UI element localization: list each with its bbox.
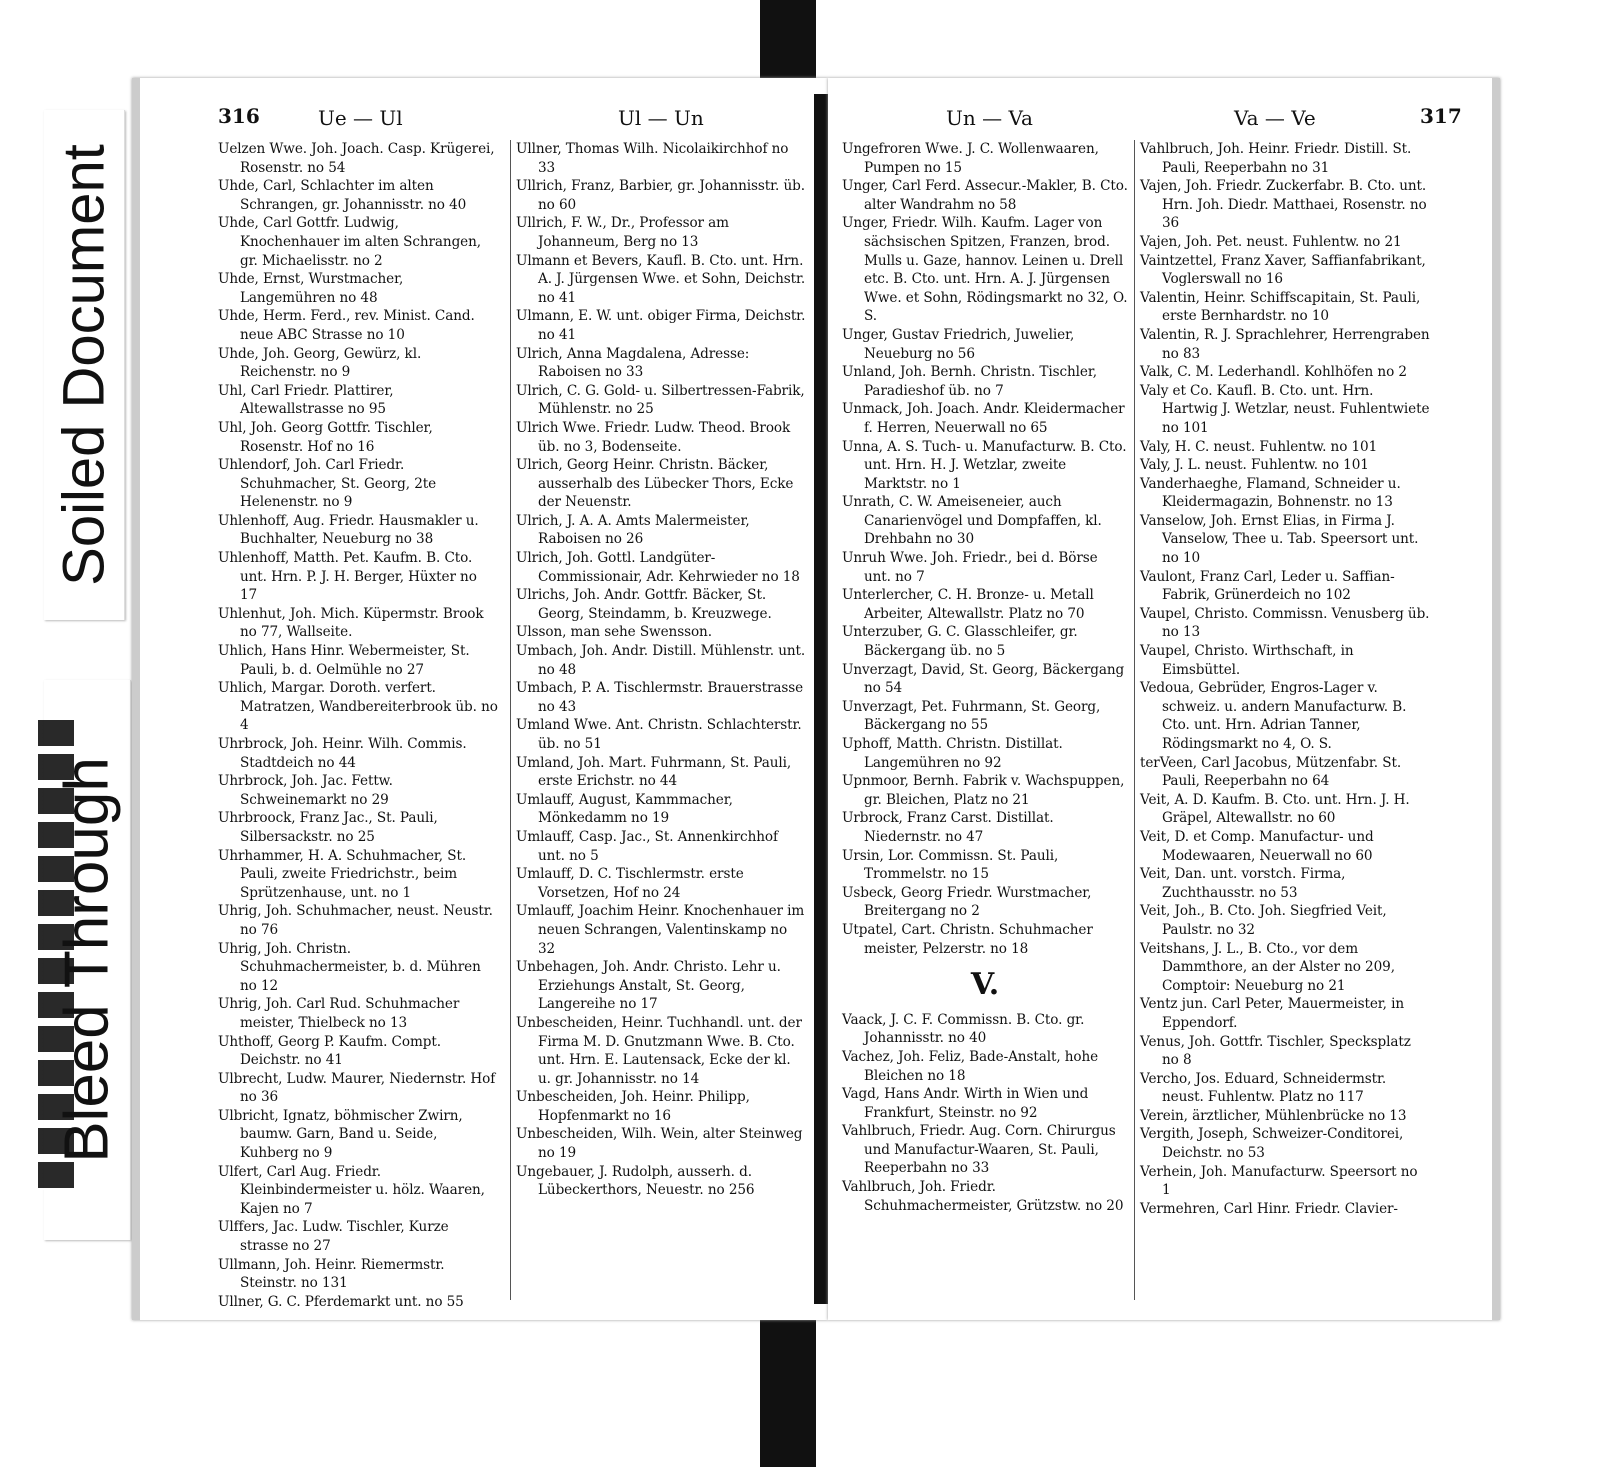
col4-running-head: Va — Ve xyxy=(1234,106,1316,130)
directory-entry: Ulbrecht, Ludw. Maurer, Niedernstr. Hof no 36 xyxy=(218,1070,496,1106)
directory-entry: Uhlenhoff, Aug. Friedr. Hausmakler u. Buchhalter, Neueburg no 38 xyxy=(218,512,479,548)
directory-entry: Vercho, Jos. Eduard, Schneidermstr. neust. Fuhlentw. Platz no 117 xyxy=(1140,1070,1387,1106)
directory-entry: Valk, C. M. Lederhandl. Kohlhöfen no 2 xyxy=(1140,364,1407,381)
directory-entry: Uhlich, Margar. Doroth. verfert. Matratzen, Wandbereiterbrook üb. no 4 xyxy=(218,680,498,734)
directory-entry: Unna, A. S. Tuch- u. Manufacturw. B. Cto. unt. Hrn. H. J. Wetzlar, zweite Marktstr. no 1 xyxy=(842,438,1127,492)
directory-entry: Vahlbruch, Joh. Heinr. Friedr. Distill. St. Pauli, Reeperbahn no 31 xyxy=(1140,141,1412,176)
directory-entry: Uhthoff, Georg P. Kaufm. Compt. Deichstr. no 41 xyxy=(218,1033,441,1069)
directory-entry: Uhrhammer, H. A. Schuhmacher, St. Pauli, zweite Friedrichstr., beim Sprützenhause, unt. no 1 xyxy=(218,847,467,901)
column-3-u-entries xyxy=(842,140,1128,958)
directory-entry: Ulrich Wwe. Friedr. Ludw. Theod. Brook üb. no 3, Bodenseite. xyxy=(516,419,791,455)
directory-entry: Unbescheiden, Joh. Heinr. Philipp, Hopfenmarkt no 16 xyxy=(516,1089,750,1124)
directory-entry: Vanderhaeghe, Flamand, Schneider u. Kleidermagazin, Bohnenstr. no 13 xyxy=(1140,475,1401,511)
directory-entry: Uhrbrock, Joh. Heinr. Wilh. Commis. Stadtdeich no 44 xyxy=(218,736,467,771)
directory-entry: Umlauff, D. C. Tischlermstr. erste Vorsetzen, Hof no 24 xyxy=(516,866,744,901)
soiled-document-label-text: Soiled Document xyxy=(51,144,117,586)
directory-entry: Ulrich, Anna Magdalena, Adresse: Raboisen no 33 xyxy=(516,345,750,381)
directory-entry: Venus, Joh. Gottfr. Tischler, Specksplatz no 8 xyxy=(1140,1033,1411,1069)
directory-entry: Verein, ärztlicher, Mühlenbrücke no 13 xyxy=(1140,1107,1407,1124)
directory-entry: Ulrich, Joh. Gottl. Landgüter-Commissionair, Adr. Kehrwieder no 18 xyxy=(516,550,800,585)
left-page xyxy=(132,78,828,1320)
directory-entry: Vaack, J. C. F. Commissn. B. Cto. gr. Johannisstr. no 40 xyxy=(842,1011,1085,1047)
directory-entry: Vajen, Joh. Friedr. Zuckerfabr. B. Cto. unt. Hrn. Joh. Diedr. Matthaei, Rosenstr. no 36 xyxy=(1140,178,1427,232)
column-rule xyxy=(510,140,511,1300)
directory-entry: Utpatel, Cart. Christn. Schuhmacher meister, Pelzerstr. no 18 xyxy=(842,921,1093,957)
directory-entry: Uhl, Carl Friedr. Plattirer, Altewallstrasse no 95 xyxy=(218,382,394,418)
directory-entry: Vanselow, Joh. Ernst Elias, in Firma J. Vanselow, Thee u. Tab. Speersort unt. no 10 xyxy=(1140,512,1419,567)
directory-entry: Umlauff, Joachim Heinr. Knochenhauer im neuen Schrangen, Valentinskamp no 32 xyxy=(516,903,805,957)
directory-entry: Uhde, Herm. Ferd., rev. Minist. Cand. neue ABC Strasse no 10 xyxy=(218,308,475,343)
directory-entry: Unbescheiden, Heinr. Tuchhandl. unt. der Firma M. D. Gnutzmann Wwe. B. Cto. unt. Hrn. E. Lautensack, Ecke der kl. u. gr. Johannisstr. no 14 xyxy=(516,1014,802,1087)
directory-entry: Vaupel, Christo. Commissn. Venusberg üb. no 13 xyxy=(1140,605,1430,641)
directory-entry: Umbach, P. A. Tischlermstr. Brauerstrasse no 43 xyxy=(516,680,804,715)
directory-entry: Ulfert, Carl Aug. Friedr. Kleinbindermeister u. hölz. Waaren, Kajen no 7 xyxy=(218,1163,485,1217)
binding-strip-bottom xyxy=(760,1297,816,1467)
directory-entry: Valy, H. C. neust. Fuhlentw. no 101 xyxy=(1140,438,1378,455)
col1-running-head: Ue — Ul xyxy=(318,106,403,130)
directory-entry: Ullrich, F. W., Dr., Professor am Johanneum, Berg no 13 xyxy=(516,215,729,250)
directory-entry: Ulmann, E. W. unt. obiger Firma, Deichstr. no 41 xyxy=(516,308,806,343)
directory-entry: Ungebauer, J. Rudolph, ausserh. d. Lübeckerthors, Neuestr. no 256 xyxy=(516,1163,755,1199)
left-page-number: 316 xyxy=(218,104,260,128)
column-2 xyxy=(516,140,806,1200)
directory-entry: Uhlenhut, Joh. Mich. Küpermstr. Brook no 77, Wallseite. xyxy=(218,605,484,641)
directory-entry: Vermehren, Carl Hinr. Friedr. Clavier- xyxy=(1140,1200,1398,1217)
directory-entry: Valy et Co. Kaufl. B. Cto. unt. Hrn. Hartwig J. Wetzlar, neust. Fuhlentwiete no 101 xyxy=(1140,382,1430,436)
directory-entry: Uhde, Carl, Schlachter im alten Schrangen, gr. Johannisstr. no 40 xyxy=(218,178,467,213)
directory-entry: Vaupel, Christo. Wirthschaft, in Eimsbüttel. xyxy=(1140,643,1354,678)
soiled-document-label xyxy=(44,110,125,620)
directory-entry: Uhlendorf, Joh. Carl Friedr. Schuhmacher, St. Georg, 2te Helenenstr. no 9 xyxy=(218,457,437,511)
directory-entry: Umland, Joh. Mart. Fuhrmann, St. Pauli, erste Erichstr. no 44 xyxy=(516,754,792,790)
directory-entry: Ullner, G. C. Pferdemarkt unt. no 55 xyxy=(218,1293,464,1310)
directory-entry: Valy, J. L. neust. Fuhlentw. no 101 xyxy=(1140,457,1369,474)
directory-entry: Ventz jun. Carl Peter, Mauermeister, in Eppendorf. xyxy=(1140,996,1405,1031)
directory-entry: Veitshans, J. L., B. Cto., vor dem Dammthore, an der Alster no 209, Comptoir: Neueburg no 21 xyxy=(1140,940,1395,994)
directory-entry: Vahlbruch, Joh. Friedr. Schuhmachermeister, Grützstw. no 20 xyxy=(842,1179,1124,1214)
directory-entry: Uhde, Carl Gottfr. Ludwig, Knochenhauer im alten Schrangen, gr. Michaelisstr. no 2 xyxy=(218,215,481,269)
directory-entry: Vedoua, Gebrüder, Engros-Lager v. schweiz. u. andern Manufacturw. B. Cto. unt. Hrn. Adrian Tanner, Rödingsmarkt no 4, O. S. xyxy=(1140,680,1407,752)
directory-entry: Unruh Wwe. Joh. Friedr., bei d. Börse unt. no 7 xyxy=(842,550,1098,585)
directory-entry: Uhlenhoff, Matth. Pet. Kaufm. B. Cto. unt. Hrn. P. J. H. Berger, Hüxter no 17 xyxy=(218,550,477,604)
directory-entry: Unterzuber, G. C. Glasschleifer, gr. Bäckergang üb. no 5 xyxy=(842,624,1078,660)
directory-entry: Ulrich, C. G. Gold- u. Silbertressen-Fabrik, Mühlenstr. no 25 xyxy=(516,382,805,418)
directory-entry: Ulmann et Bevers, Kaufl. B. Cto. unt. Hrn. A. J. Jürgensen Wwe. et Sohn, Deichstr. no 41 xyxy=(516,252,806,306)
directory-entry: Veit, Dan. unt. vorstch. Firma, Zuchthausstr. no 53 xyxy=(1140,866,1346,901)
directory-entry: Veit, A. D. Kaufm. B. Cto. unt. Hrn. J. H. Gräpel, Altewallstr. no 60 xyxy=(1140,791,1410,827)
directory-entry: Ursin, Lor. Commissn. St. Pauli, Trommelstr. no 15 xyxy=(842,847,1059,883)
directory-entry: Unger, Friedr. Wilh. Kaufm. Lager von sächsischen Spitzen, Franzen, brod. Mulls u. Gaze, hannov. Leinen u. Drell etc. B. Cto. unt. Hrn. A. J. Jürgensen Wwe. et Sohn, Rödingsmarkt no 32, O. S. xyxy=(842,215,1128,325)
directory-entry: Vagd, Hans Andr. Wirth in Wien und Frankfurt, Steinstr. no 92 xyxy=(842,1086,1089,1121)
column-1 xyxy=(218,140,498,1311)
directory-entry: Uelzen Wwe. Joh. Joach. Casp. Krügerei, Rosenstr. no 54 xyxy=(218,141,495,176)
directory-entry: Verhein, Joh. Manufacturw. Speersort no 1 xyxy=(1140,1163,1418,1199)
directory-entry: Vergith, Joseph, Schweizer-Conditorei, Deichstr. no 53 xyxy=(1140,1126,1404,1162)
directory-entry: Umlauff, Casp. Jac., St. Annenkirchhof unt. no 5 xyxy=(516,828,778,864)
directory-entry: Ulrichs, Joh. Andr. Gottfr. Bäcker, St. Georg, Steindamm, b. Kreuzwege. xyxy=(516,587,772,622)
section-letter-v: V. xyxy=(970,967,1000,1003)
directory-entry: Uhde, Ernst, Wurstmacher, Langemühren no 48 xyxy=(218,271,404,306)
directory-entry: Valentin, R. J. Sprachlehrer, Herrengraben no 83 xyxy=(1140,326,1430,362)
directory-entry: Veit, D. et Comp. Manufactur- und Modewaaren, Neuerwall no 60 xyxy=(1140,828,1374,864)
directory-entry: Uhlich, Hans Hinr. Webermeister, St. Pauli, b. d. Oelmühle no 27 xyxy=(218,643,470,678)
directory-entry: Ulbricht, Ignatz, böhmischer Zwirn, baumw. Garn, Band u. Seide, Kuhberg no 9 xyxy=(218,1107,463,1162)
directory-entry: Umbach, Joh. Andr. Distill. Mühlenstr. unt. no 48 xyxy=(516,643,806,678)
col2-running-head: Ul — Un xyxy=(618,106,704,130)
right-page xyxy=(828,78,1500,1320)
directory-entry: Ulrich, J. A. A. Amts Malermeister, Raboisen no 26 xyxy=(516,512,750,548)
bleed-through-label-text: Bleed Through xyxy=(52,757,122,1163)
directory-entry: Vajen, Joh. Pet. neust. Fuhlentw. no 21 xyxy=(1140,233,1402,250)
directory-entry: Unmack, Joh. Joach. Andr. Kleidermacher f. Herren, Neuerwall no 65 xyxy=(842,401,1125,436)
directory-entry: Uhrig, Joh. Schuhmacher, neust. Neustr. no 76 xyxy=(218,903,493,938)
directory-entry: Ungefroren Wwe. J. C. Wollenwaaren, Pumpen no 15 xyxy=(842,141,1099,176)
directory-entry: Unverzagt, Pet. Fuhrmann, St. Georg, Bäckergang no 55 xyxy=(842,698,1101,734)
column-rule xyxy=(1134,140,1135,1300)
directory-entry: Vachez, Joh. Feliz, Bade-Anstalt, hohe Bleichen no 18 xyxy=(842,1048,1099,1084)
directory-entry: Uhde, Joh. Georg, Gewürz, kl. Reichenstr. no 9 xyxy=(218,345,422,381)
directory-entry: Unbehagen, Joh. Andr. Christo. Lehr u. Erziehungs Anstalt, St. Georg, Langereihe no 17 xyxy=(516,959,781,1013)
directory-entry: Unbescheiden, Wilh. Wein, alter Steinweg no 19 xyxy=(516,1126,803,1162)
left-page-header xyxy=(218,104,818,134)
directory-entry: Upnmoor, Bernh. Fabrik v. Wachspuppen, gr. Bleichen, Platz no 21 xyxy=(842,773,1125,808)
right-page-header xyxy=(842,104,1482,134)
col3-running-head: Un — Va xyxy=(946,106,1033,130)
open-book xyxy=(132,78,1502,1320)
directory-entry: Uhrbroock, Franz Jac., St. Pauli, Silbersackstr. no 25 xyxy=(218,810,438,845)
right-page-number: 317 xyxy=(1420,104,1462,128)
directory-entry: Uhl, Joh. Georg Gottfr. Tischler, Rosenstr. Hof no 16 xyxy=(218,419,433,455)
directory-entry: Uhrig, Joh. Christn. Schuhmachermeister, b. d. Mühren no 12 xyxy=(218,940,481,994)
directory-entry: Veit, Joh., B. Cto. Joh. Siegfried Veit, Paulstr. no 32 xyxy=(1140,903,1387,938)
directory-entry: Uhrbrock, Joh. Jac. Fettw. Schweinemarkt no 29 xyxy=(218,773,393,808)
directory-entry: Ullrich, Franz, Barbier, gr. Johannisstr. üb. no 60 xyxy=(516,178,805,213)
bleed-through-label xyxy=(44,680,131,1240)
directory-entry: Unger, Gustav Friedrich, Juwelier, Neueburg no 56 xyxy=(842,326,1075,362)
directory-entry: Ullmann, Joh. Heinr. Riemermstr. Steinstr. no 131 xyxy=(218,1256,445,1292)
directory-entry: Umland Wwe. Ant. Christn. Schlachterstr. üb. no 51 xyxy=(516,717,802,752)
directory-entry: Unland, Joh. Bernh. Christn. Tischler, Paradieshof üb. no 7 xyxy=(842,364,1097,399)
directory-entry: Uhrig, Joh. Carl Rud. Schuhmacher meister, Thielbeck no 13 xyxy=(218,996,460,1031)
directory-entry: Ulrich, Georg Heinr. Christn. Bäcker, ausserhalb des Lübecker Thors, Ecke der Neuenstr. xyxy=(516,457,794,511)
directory-entry: Unterlercher, C. H. Bronze- u. Metall Arbeiter, Altewallstr. Platz no 70 xyxy=(842,587,1094,622)
directory-entry: Vahlbruch, Friedr. Aug. Corn. Chirurgus und Manufactur-Waaren, St. Pauli, Reeperbahn no 33 xyxy=(842,1123,1116,1177)
directory-entry: Ulffers, Jac. Ludw. Tischler, Kurze strasse no 27 xyxy=(218,1219,449,1255)
directory-entry: Vaulont, Franz Carl, Leder u. Saffian-Fabrik, Grünerdeich no 102 xyxy=(1140,568,1395,604)
directory-entry: Urbrock, Franz Carst. Distillat. Niedernstr. no 47 xyxy=(842,810,1054,845)
directory-entry: Ullner, Thomas Wilh. Nicolaikirchhof no 33 xyxy=(516,141,789,176)
directory-entry: Umlauff, August, Kammmacher, Mönkedamm no 19 xyxy=(516,791,733,827)
book-gutter xyxy=(814,94,828,1304)
directory-entry: Uphoff, Matth. Christn. Distillat. Langemühren no 92 xyxy=(842,736,1063,771)
directory-entry: Ulsson, man sehe Swensson. xyxy=(516,624,712,641)
directory-entry: Vaintzettel, Franz Xaver, Saffianfabrikant, Voglerswall no 16 xyxy=(1140,252,1426,288)
directory-entry: Unger, Carl Ferd. Assecur.-Makler, B. Cto. alter Wandrahm no 58 xyxy=(842,178,1128,213)
column-3 xyxy=(842,140,1128,1215)
directory-entry: Unverzagt, David, St. Georg, Bäckergang no 54 xyxy=(842,661,1125,697)
column-4 xyxy=(1140,140,1430,1218)
directory-entry: Usbeck, Georg Friedr. Wurstmacher, Breitergang no 2 xyxy=(842,884,1092,920)
column-3-v-entries xyxy=(842,1011,1128,1216)
directory-entry: Valentin, Heinr. Schiffscapitain, St. Pauli, erste Bernhardstr. no 10 xyxy=(1140,289,1421,325)
directory-entry: terVeen, Carl Jacobus, Mützenfabr. St. Pauli, Reeperbahn no 64 xyxy=(1140,754,1402,790)
directory-entry: Unrath, C. W. Ameiseneier, auch Canarienvögel und Dompfaffen, kl. Drehbahn no 30 xyxy=(842,494,1102,548)
